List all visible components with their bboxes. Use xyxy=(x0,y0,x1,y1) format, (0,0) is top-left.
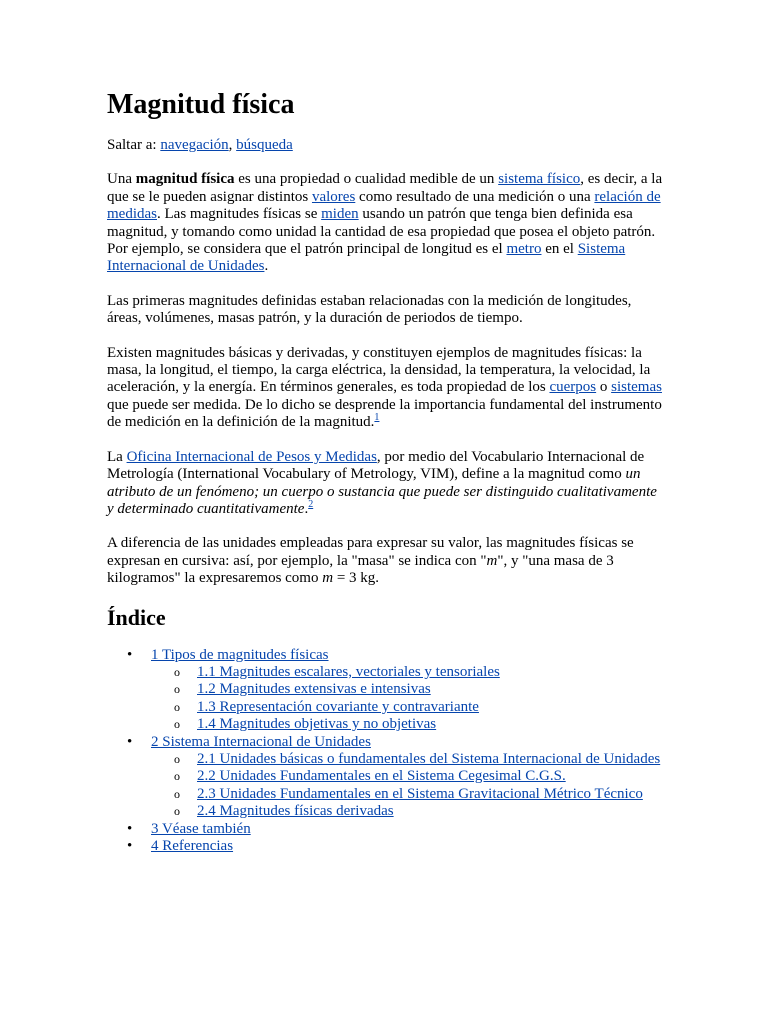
text: . Las magnitudes físicas se xyxy=(157,206,322,223)
text: como resultado de una medición o una xyxy=(355,188,595,205)
link-sistema-internacional[interactable]: Sistema Internacional de Unidades xyxy=(107,241,626,275)
toc-sublist xyxy=(151,751,667,821)
text: . xyxy=(304,500,309,517)
text: La xyxy=(107,448,127,465)
examples-paragraph xyxy=(107,345,667,432)
toc-link[interactable]: 2 Sistema Internacional de Unidades xyxy=(151,733,371,750)
page-title: Magnitud física xyxy=(107,89,295,120)
intro-paragraph xyxy=(107,171,667,275)
toc-link[interactable]: 1.1 Magnitudes escalares, vectoriales y tensoriales xyxy=(197,663,500,680)
toc-sublist xyxy=(151,664,667,734)
link-oficina-internacional[interactable]: Oficina Internacional de Pesos y Medidas xyxy=(126,448,377,465)
text: A diferencia de las unidades empleadas para expresar su valor, las magnitudes físicas se expresan en cursiva: así, por ejemplo, la "masa" se indica con " xyxy=(107,535,634,569)
text: , por medio del Vocabulario Internacional de Metrología (International Vocabulary of Metrology, VIM), define a la magnitud como xyxy=(107,448,645,483)
toc-item xyxy=(107,734,667,821)
toc-subitem xyxy=(151,768,667,785)
jump-separator: , xyxy=(228,137,237,153)
jump-prefix: Saltar a: xyxy=(107,137,161,153)
toc-item xyxy=(107,647,667,734)
bold-term: magnitud física xyxy=(135,171,235,188)
toc-subitem xyxy=(151,786,667,803)
toc-subitem xyxy=(151,699,667,716)
text: es una propiedad o cualidad medible de un xyxy=(234,171,499,188)
toc-subitem xyxy=(151,803,667,820)
toc-link[interactable]: 1.4 Magnitudes objetivas y no objetivas xyxy=(197,716,437,733)
text: que puede ser medida. De lo dicho se desprende la importancia fundamental del instrumento de medición en la definición de la magnitud. xyxy=(107,396,662,431)
link-cuerpos[interactable]: cuerpos xyxy=(549,379,597,396)
link-valores[interactable]: valores xyxy=(311,188,356,205)
toc-subitem xyxy=(151,664,667,681)
link-miden[interactable]: miden xyxy=(321,206,359,223)
italic-symbol: m xyxy=(322,570,334,587)
italic-symbol: m xyxy=(486,552,498,569)
toc-subitem xyxy=(151,716,667,733)
text: ", y "una masa de 3 kilogramos" la expresaremos como xyxy=(107,552,614,587)
text: Existen magnitudes básicas y derivadas, y constituyen ejemplos de magnitudes físicas: la masa, la longitud, el tiempo, la carga eléctrica, la densidad, la temperatura, la velocidad, la aceleración, y la energía. En términos generales, es toda propiedad de los xyxy=(107,344,651,396)
text: , es decir, a la que se le pueden asignar distintos xyxy=(107,171,663,205)
text: en el xyxy=(541,241,578,258)
toc-item xyxy=(107,838,667,855)
toc-subitem xyxy=(151,681,667,698)
reference-link[interactable]: 2 xyxy=(308,498,314,510)
italic-definition: un atributo de un fenómeno; un cuerpo o sustancia que puede ser distinguido cualitativamente y determinado cuantitativamente xyxy=(107,466,657,517)
reference-1[interactable] xyxy=(374,412,379,423)
text: Una xyxy=(107,171,136,188)
toc-link[interactable]: 2.4 Magnitudes físicas derivadas xyxy=(197,803,394,820)
link-relacion-de-medidas[interactable]: relación de medidas xyxy=(107,188,661,223)
toc-link[interactable]: 4 Referencias xyxy=(151,838,234,854)
article xyxy=(107,88,667,855)
toc-link[interactable]: 2.1 Unidades básicas o fundamentales del Sistema Internacional de Unidades xyxy=(197,750,661,767)
text: usando un patrón que tenga bien definida esa magnitud, y tomando como unidad la cantidad de esa propiedad que posea el objeto patrón. Por ejemplo, se considera que el patrón principal de longitud es el xyxy=(107,206,656,258)
text: = 3 kg. xyxy=(333,570,380,587)
toc-link[interactable]: 2.3 Unidades Fundamentales en el Sistema Gravitacional Métrico Técnico xyxy=(197,785,643,802)
navigation-link[interactable]: navegación xyxy=(160,137,229,153)
jump-links xyxy=(107,137,667,154)
toc-link[interactable]: 1.3 Representación covariante y contravariante xyxy=(197,698,479,715)
toc-link[interactable]: 2.2 Unidades Fundamentales en el Sistema Cegesimal C.G.S. xyxy=(197,768,566,785)
reference-2[interactable] xyxy=(308,499,313,510)
link-sistema-fisico[interactable]: sistema físico xyxy=(498,171,581,188)
toc-item xyxy=(107,821,667,838)
notation-paragraph xyxy=(107,535,667,587)
text: . xyxy=(264,258,269,275)
table-of-contents xyxy=(107,647,667,856)
search-link[interactable]: búsqueda xyxy=(236,137,293,153)
toc-heading: Índice xyxy=(107,604,166,630)
toc-link[interactable]: 3 Véase también xyxy=(151,820,251,837)
text: o xyxy=(596,379,612,396)
link-sistemas[interactable]: sistemas xyxy=(611,379,662,396)
link-metro[interactable]: metro xyxy=(506,241,542,258)
reference-link[interactable]: 1 xyxy=(374,412,380,424)
toc-link[interactable]: 1.2 Magnitudes extensivas e intensivas xyxy=(197,681,431,698)
toc-subitem xyxy=(151,751,667,768)
definition-paragraph xyxy=(107,449,667,519)
history-paragraph: Las primeras magnitudes definidas estaban relacionadas con la medición de longitudes, áreas, volúmenes, masas patrón, y la duración de periodos de tiempo. xyxy=(107,292,632,327)
toc-link[interactable]: 1 Tipos de magnitudes físicas xyxy=(151,646,329,663)
